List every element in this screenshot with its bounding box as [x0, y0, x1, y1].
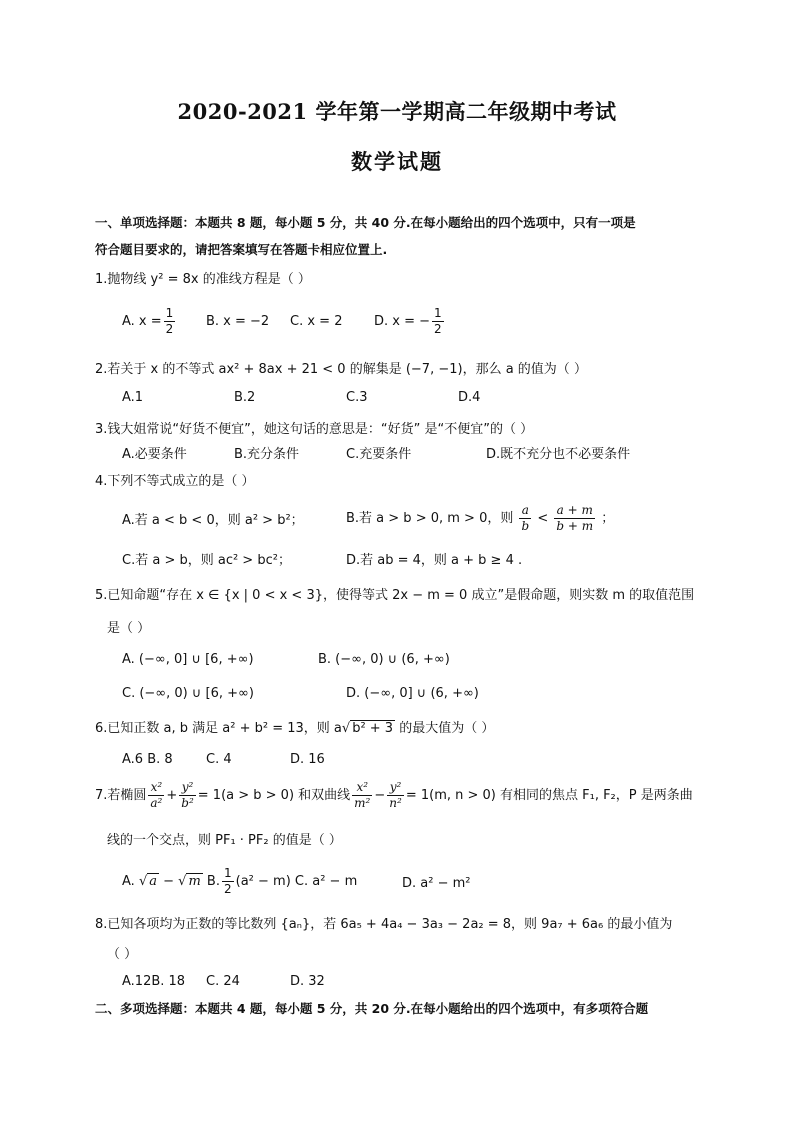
question-3-stem: 3.钱大姐常说“好货不便宜”，她这句话的意思是：“好货” 是“不便宜”的（ ） [95, 422, 534, 437]
denominator: 2 [165, 322, 174, 336]
fraction [432, 306, 444, 337]
stem-text: 7.若椭圆 [95, 788, 147, 803]
fraction [164, 306, 176, 337]
sqrt-radicand: b² + 3 [352, 721, 394, 736]
question-8-option-d: D. 32 [290, 974, 325, 989]
question-2-option-d: D.4 [458, 390, 481, 405]
question-4-option-b [346, 503, 614, 534]
section2-heading: 二、多项选择题：本题共 4 题，每小题 5 分，共 20 分.在每小题给出的四个选项中，有多项符合题 [95, 1001, 649, 1016]
question-7-option-d: D. a² − m² [402, 876, 471, 891]
option-d-label: D. x = − [374, 314, 431, 329]
question-1-stem: 1.抛物线 y² = 8x 的准线方程是（ ） [95, 272, 311, 287]
denominator: 2 [223, 882, 232, 896]
question-1-option-a [122, 306, 177, 337]
question-1-option-c: C. x = 2 [290, 314, 343, 329]
question-7-stem-cont: 线的一个交点，则 PF₁ · PF₂ 的值是（ ） [107, 833, 342, 848]
question-6-option-d: D. 16 [290, 752, 325, 767]
numerator: y² [179, 780, 196, 796]
denominator: b² [181, 796, 194, 810]
question-2-option-b: B.2 [234, 390, 256, 405]
sqrt-radicand: a [149, 874, 157, 889]
question-6-stem [95, 719, 494, 739]
sqrt-sign: √ [138, 874, 148, 889]
less-than-sign: < [537, 511, 549, 526]
question-4-stem: 4.下列不等式成立的是（ ） [95, 474, 255, 489]
option-b-c-text: (a² − m) C. a² − m [235, 874, 358, 889]
sqrt-sign: √ [178, 874, 187, 889]
sqrt-radicand: m [188, 874, 201, 889]
stem-text-mid: = 1(a > b > 0) 和双曲线 [197, 788, 351, 803]
question-2-stem: 2.若关于 x 的不等式 ax² + 8ax + 21 < 0 的解集是 (−7, −1)，那么 a 的值为（ ） [95, 362, 587, 377]
question-3-option-d: D.既不充分也不必要条件 [486, 447, 631, 462]
question-8-option-ab: A.12B. 18 [122, 974, 186, 989]
denominator: b + m [556, 519, 594, 533]
stem-text: 6.已知正数 a, b 满足 a² + b² = 13，则 a [95, 721, 342, 736]
minus-sign: − [159, 874, 179, 889]
question-5-option-d: D. (−∞, 0] ∪ (6, +∞) [346, 686, 479, 701]
question-6-option-c: C. 4 [206, 752, 232, 767]
fraction [222, 866, 234, 897]
exam-subtitle: 数学试题 [351, 149, 443, 174]
section1-line1: 一、单项选择题：本题共 8 题，每小题 5 分，共 40 分.在每小题给出的四个选项中，只有一项是 [95, 215, 636, 230]
stem-text-post: = 1(m, n > 0) 有相同的焦点 F₁, F₂，P 是两条曲 [405, 788, 693, 803]
numerator: a [519, 503, 531, 519]
numerator: 1 [165, 306, 174, 320]
fraction [387, 780, 404, 811]
question-3-option-c: C.充要条件 [346, 447, 412, 462]
exam-title: 2020-2021 学年第一学期高二年级期中考试 [177, 99, 617, 124]
denominator: 2 [434, 322, 442, 336]
question-4-option-a: A.若 a < b < 0，则 a² > b²； [122, 513, 304, 528]
fraction [554, 503, 595, 534]
question-5-stem-cont: 是（ ） [107, 621, 151, 636]
numerator: 1 [434, 306, 442, 320]
option-a-label: A. [122, 874, 139, 889]
question-5-option-a: A. (−∞, 0] ∪ [6, +∞) [122, 652, 254, 667]
denominator: b [521, 519, 530, 533]
numerator: 1 [223, 866, 232, 880]
numerator: x² [148, 780, 164, 796]
question-4-option-d: D.若 ab = 4，则 a + b ≥ 4 . [346, 553, 523, 568]
question-7-stem [95, 780, 693, 811]
numerator: y² [387, 780, 404, 796]
question-4-option-c: C.若 a > b，则 ac² > bc²； [122, 553, 291, 568]
question-2-option-c: C.3 [346, 390, 368, 405]
question-8-stem-cont: （ ） [107, 947, 138, 962]
question-2-option-a: A.1 [122, 390, 144, 405]
fraction [148, 780, 164, 811]
denominator: m² [354, 796, 371, 810]
numerator: x² [352, 780, 372, 796]
semicolon: ； [601, 511, 615, 526]
question-7-options [122, 866, 357, 897]
denominator: n² [389, 796, 402, 810]
section1-heading [95, 209, 705, 263]
question-8-option-c: C. 24 [206, 974, 240, 989]
question-1-option-d [374, 306, 446, 337]
option-b-label: B.若 a > b > 0, m > 0，则 [346, 511, 514, 526]
sqrt-sign: √ [341, 721, 351, 736]
minus-sign: − [374, 788, 386, 803]
question-3-option-a: A.必要条件 [122, 447, 187, 462]
fraction [179, 780, 196, 811]
option-a-label: A. x = [122, 314, 162, 329]
fraction [519, 503, 531, 534]
question-5-option-c: C. (−∞, 0) ∪ [6, +∞) [122, 686, 254, 701]
stem-text-end: 的最大值为（ ） [395, 721, 495, 736]
plus-sign: + [166, 788, 178, 803]
section1-line2: 符合题目要求的，请把答案填写在答题卡相应位置上. [95, 242, 388, 257]
numerator: a + m [554, 503, 595, 519]
fraction [352, 780, 372, 811]
question-3-option-b: B.充分条件 [234, 447, 300, 462]
question-8-stem: 8.已知各项均为正数的等比数列 {aₙ}，若 6a₅ + 4a₄ − 3a₃ − 2a₂ = 8，则 9a₇ + 6a₆ 的最小值为 [95, 917, 673, 932]
question-5-stem: 5.已知命题“存在 x ∈ {x | 0 < x < 3}，使得等式 2x − m = 0 成立”是假命题，则实数 m 的取值范围 [95, 588, 695, 603]
denominator: a² [150, 796, 163, 810]
question-1-option-b: B. x = −2 [206, 314, 270, 329]
option-b-label: B. [202, 874, 220, 889]
question-5-option-b: B. (−∞, 0) ∪ (6, +∞) [318, 652, 450, 667]
question-6-option-ab: A.6 B. 8 [122, 752, 173, 767]
